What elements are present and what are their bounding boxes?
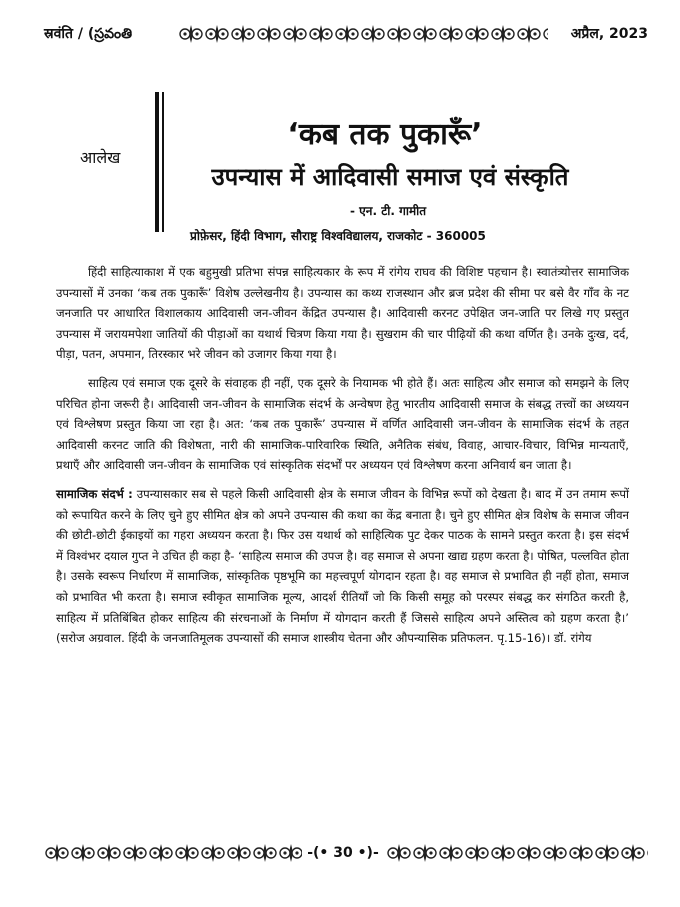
issue-date: अप्रैल, 2023 bbox=[570, 26, 648, 42]
page-footer bbox=[0, 833, 680, 873]
article-type-label: आलेख bbox=[80, 148, 121, 167]
paragraph-3 bbox=[56, 484, 629, 649]
footer-ornament-left bbox=[44, 841, 302, 865]
author-name: - एन. टी. गामीत bbox=[350, 204, 427, 218]
journal-name: स्रवंति / (స్రవంతి bbox=[44, 26, 133, 42]
paragraph-2: साहित्य एवं समाज एक दूसरे के संवाहक ही नहीं, एक दूसरे के नियामक भी होते हैं। अतः साहित्य और समाज को समझने के लिए परिचित होना जरूरी है। आदिवासी जन-जीवन के सामाजिक संदर्भ के अन्वेषण हेतु भारतीय आदिवासी समाज के संबद्ध तत्त्वों का अध्ययन एवं विश्लेषण प्रस्तुत किया जा रहा है। अत: ‘कब तक पुकारूँ’ उपन्यास में वर्णित आदिवासी जन-जीवन के सामाजिक संदर्भ के तहत आदिवासी करनट जाति की विशेषता, नारी की सामाजिक-पारिवारिक स्थिति, अनैतिक संबंध, विवाह, आचार-विचार, विभिन्न मान्यताएँ, प्रथाएँ और आदिवासी जन-जीवन के सामाजिक एवं सांस्कृतिक संदर्भों पर अध्ययन एवं विश्लेषण करना अनिवार्य बन जाता है। bbox=[56, 375, 629, 473]
page-number: -(• 30 •)- bbox=[307, 845, 379, 861]
page-header bbox=[44, 14, 648, 54]
section-heading: सामाजिक संदर्भ : bbox=[56, 486, 133, 501]
article-subtitle: उपन्यास में आदिवासी समाज एवं संस्कृति bbox=[211, 163, 569, 191]
paragraph-1: हिंदी साहित्याकाश में एक बहुमुखी प्रतिभा संपन्न साहित्यकार के रूप में रांगेय राघव की विशिष्ट पहचान है। स्वातंत्र्योत्तर सामाजिक उपन्यासों में उनका ‘कब तक पुकारूँ’ विशेष उल्लेखनीय है। उपन्यास का कथ्य राजस्थान और ब्रज प्रदेश की सीमा पर बसे वैर गाँव के नट जनजाति पर आधारित विशालकाय आदिवासी जन-जीवन केंद्रित उपन्यास है। आदिवासी करनट उपेक्षित जन-जाति पर लिखे गए प्रस्तुत उपन्यास में जरायमपेशा जातियों की पीड़ाओं का यथार्थ चित्रण किया गया है। सुखराम की चार पीढ़ियों की कथा वर्णित है। उनके दुःख, दर्द, पीड़ा, पतन, अपमान, तिरस्कार भरे जीवन को उजागर किया गया है। bbox=[56, 265, 629, 362]
header-ornament bbox=[178, 22, 548, 46]
paragraph-3-text: उपन्यासकार सब से पहले किसी आदिवासी क्षेत्र के समाज जीवन के विभिन्न रूपों को देखता है। बाद में उन तमाम रूपों को रूपायित करने के लिए चुने हुए सीमित क्षेत्र को अपने उपन्यास की कथा का केंद्र बनाता है। चुने हुए सीमित क्षेत्र विशेष के समाज जीवन की छोटी-छोटी ईकाइयों का गहरा अध्ययन करता है। फिर उस यथार्थ को साहित्यिक पुट देकर पाठक के सामने प्रस्तुत करता है। इस संदर्भ में विश्वंभर दयाल गुप्त ने उचित ही कहा है- ‘साहित्य समाज की उपज है। वह समाज से अपना खाद्य ग्रहण करता है। पोषित, पल्लवित होता है। उसके स्वरूप निर्धारण में सामाजिक, सांस्कृतिक पृष्ठभूमि का महत्त्वपूर्ण योगदान रहता है। वह समाज से प्रभावित ही नहीं होता, समाज को प्रभावित भी करता है। समाज स्वीकृत सामाजिक मूल्य, आदर्श रीतियाँ जो कि किसी समूह को परस्पर संबद्ध कर संगठित करती है, साहित्य में प्रतिबिंबित होकर साहित्य की संरचनाओं के निर्माण में योगदान करती हैं जिससे साहित्य अपने अस्तित्व को ग्रहण करता है।’ (सरोज अग्रवाल. हिंदी के जनजातिमूलक उपन्यासों की समाज शास्त्रीय चेतना और औपन्यासिक प्रतिफलन. पृ.15-16)। डॉ. रांगेय bbox=[56, 486, 629, 646]
author-affiliation: प्रोफ़ेसर, हिंदी विभाग, सौराष्ट्र विश्वविद्यालय, राजकोट - 360005 bbox=[190, 229, 486, 243]
article-body bbox=[56, 262, 629, 657]
title-divider-thick bbox=[155, 92, 159, 232]
footer-ornament-right bbox=[386, 841, 648, 865]
article-title: ‘कब तक पुकारूँ’ bbox=[287, 117, 483, 152]
title-divider-thin bbox=[162, 92, 164, 232]
